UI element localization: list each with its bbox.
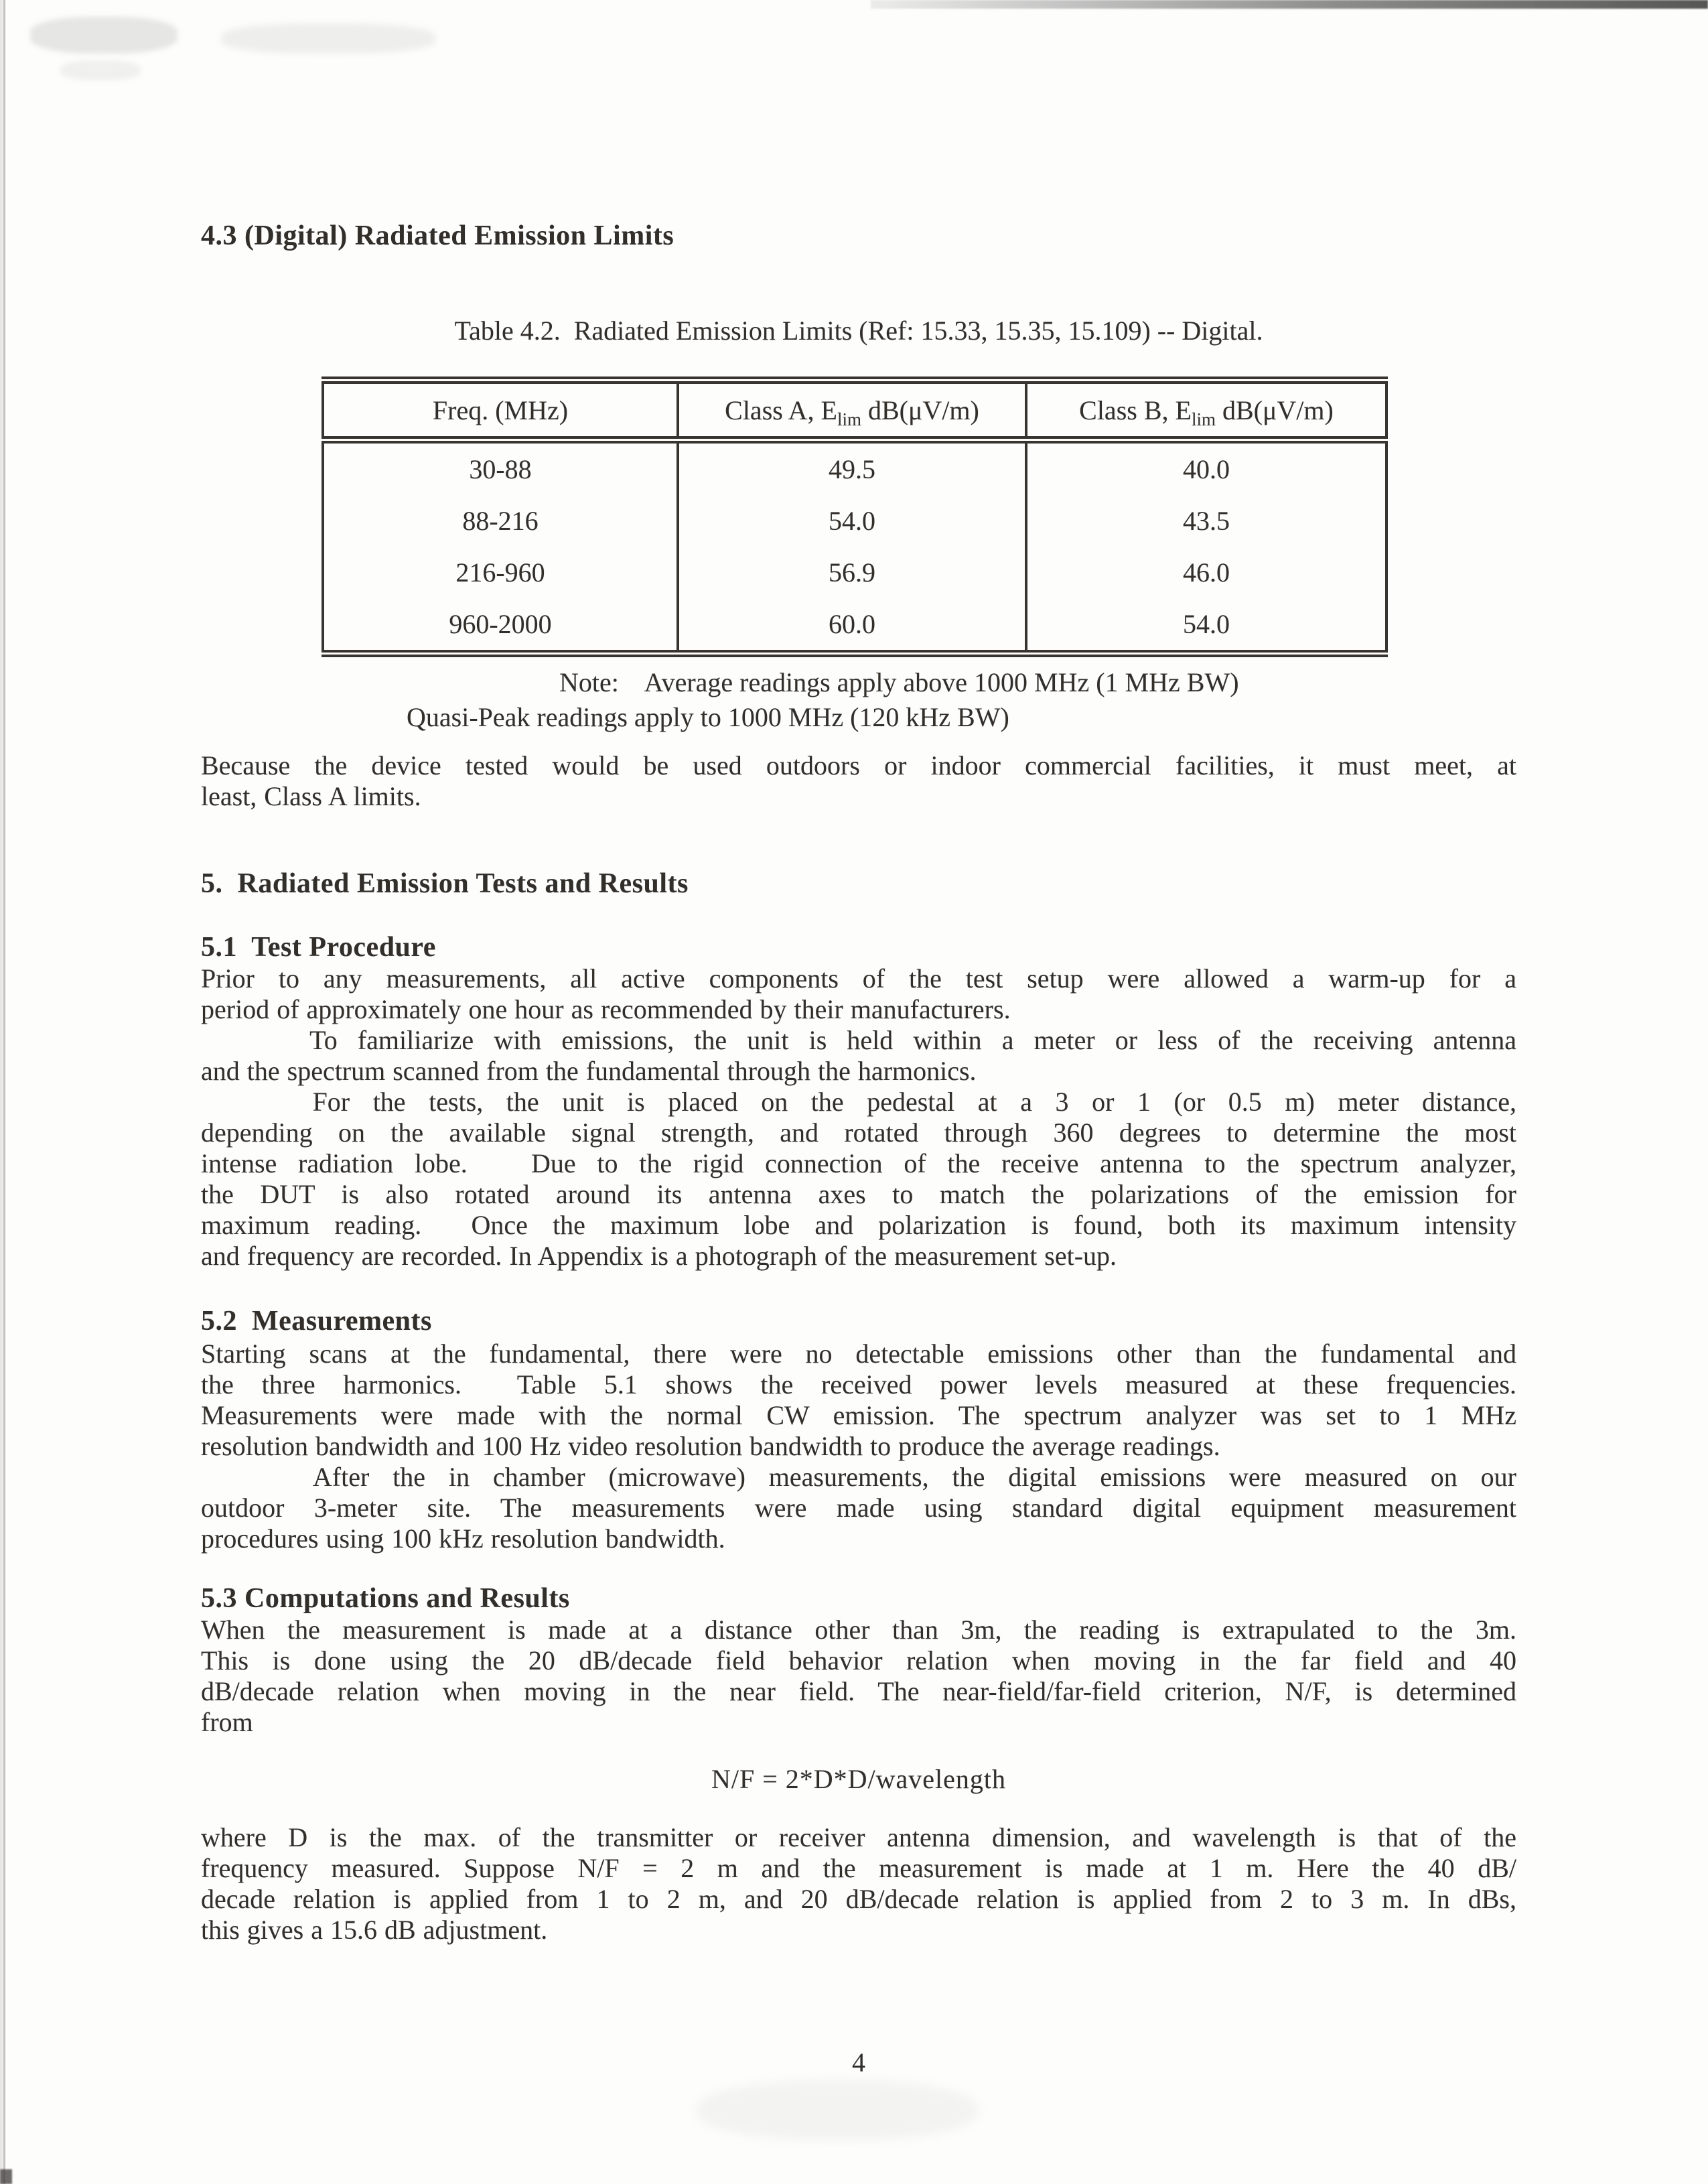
text-line: Starting scans at the fundamental, there were no detectable emissions other than the fundamental and <box>201 1339 1516 1369</box>
table-header-row <box>323 381 1386 440</box>
scan-artifact-smudge <box>30 17 177 54</box>
page-number: 4 <box>852 2047 865 2077</box>
scan-artifact-left-line <box>3 0 5 2184</box>
table-note-line-1: Note: Average readings apply above 1000 MHz (1 MHz BW) <box>559 667 1239 697</box>
table-row <box>323 495 1386 547</box>
section-5-1-heading: 5.1 Test Procedure <box>201 932 436 963</box>
text-line: When the measurement is made at a distance other than 3m, the reading is extrapulated to the 3m. <box>201 1615 1516 1645</box>
text-line: procedures using 100 kHz resolution bandwidth. <box>201 1523 725 1554</box>
cell-class-a: 54.0 <box>678 495 1026 547</box>
text-line: and frequency are recorded. In Appendix is a photograph of the measurement set-up. <box>201 1241 1117 1271</box>
text-line: period of approximately one hour as recommended by their manufacturers. <box>201 994 1011 1024</box>
cell-freq: 960-2000 <box>449 609 552 639</box>
text-line: the DUT is also rotated around its antenna axes to match the polarizations of the emission for <box>201 1179 1516 1209</box>
table-row <box>323 598 1386 654</box>
class-b-units: dB(μV/m) <box>1215 395 1334 425</box>
paragraph-nearfield-example <box>201 1822 1516 1946</box>
text-line: Prior to any measurements, all active components of the test setup were allowed a warm-up for a <box>201 963 1516 994</box>
paragraph-measurements <box>201 1339 1516 1554</box>
paragraph-class-a-requirement <box>201 750 1516 812</box>
text-line: dB/decade relation when moving in the near field. The near-field/far-field criterion, N/F, is determined <box>201 1676 1516 1706</box>
paragraph-test-procedure <box>201 963 1516 1272</box>
paragraph-computations <box>201 1615 1516 1738</box>
table-row <box>323 440 1386 496</box>
cell-class-a: 49.5 <box>678 440 1026 496</box>
cell-freq: 88-216 <box>462 506 539 536</box>
table-row <box>323 547 1386 598</box>
cell-class-b: 43.5 <box>1026 495 1386 547</box>
cell-freq: 30-88 <box>469 454 532 484</box>
text-line: the three harmonics. Table 5.1 shows the received power levels measured at these frequencies. <box>201 1369 1516 1400</box>
class-a-units: dB(μV/m) <box>861 395 979 425</box>
text-line: For the tests, the unit is placed on the pedestal at a 3 or 1 (or 0.5 m) meter distance, <box>201 1087 1516 1117</box>
text-line: After the in chamber (microwave) measurements, the digital emissions were measured on our <box>201 1462 1517 1492</box>
section-5-heading: 5. Radiated Emission Tests and Results <box>201 868 689 899</box>
cell-class-b: 54.0 <box>1026 598 1386 654</box>
text-line: depending on the available signal strength, and rotated through 360 degrees to determine the most <box>201 1117 1516 1148</box>
column-header-freq: Freq. (MHz) <box>323 381 678 440</box>
class-b-subscript: lim <box>1191 409 1216 429</box>
text-line: maximum reading. Once the maximum lobe and polarization is found, both its maximum intensity <box>201 1210 1516 1240</box>
text-line: from <box>201 1707 253 1737</box>
emission-limits-table <box>322 377 1388 657</box>
nearfield-equation: N/F = 2*D*D/wavelength <box>711 1764 1007 1794</box>
scan-artifact-smudge <box>60 60 141 80</box>
cell-freq: 216-960 <box>455 557 545 588</box>
text-line: Because the device tested would be used outdoors or indoor commercial facilities, it must meet, at <box>201 750 1516 780</box>
table-caption: Table 4.2. Radiated Emission Limits (Ref: 15.33, 15.35, 15.109) -- Digital. <box>454 316 1263 346</box>
cell-class-a: 56.9 <box>678 547 1026 598</box>
page-content <box>201 0 1516 2184</box>
text-line: this gives a 15.6 dB adjustment. <box>201 1915 548 1945</box>
column-header-class-a <box>678 381 1026 440</box>
column-header-class-b <box>1026 381 1386 440</box>
text-line: Measurements were made with the normal CW emission. The spectrum analyzer was set to 1 MHz <box>201 1400 1516 1430</box>
text-line: intense radiation lobe. Due to the rigid connection of the receive antenna to the spectrum analyzer, <box>201 1148 1516 1178</box>
text-line: decade relation is applied from 1 to 2 m, and 20 dB/decade relation is applied from 2 to 3 m. In dBs, <box>201 1884 1516 1914</box>
text-line: least, Class A limits. <box>201 781 421 811</box>
text-line: and the spectrum scanned from the fundamental through the harmonics. <box>201 1056 977 1086</box>
section-5-2-heading: 5.2 Measurements <box>201 1306 432 1337</box>
cell-class-b: 40.0 <box>1026 440 1386 496</box>
text-line: To familiarize with emissions, the unit is held within a meter or less of the receiving antenna <box>201 1025 1516 1055</box>
scan-artifact-left-edge <box>0 0 3 2184</box>
class-a-subscript: lim <box>837 409 861 429</box>
class-a-label: Class A, E <box>725 395 837 425</box>
table-note-line-2: Quasi-Peak readings apply to 1000 MHz (120 kHz BW) <box>407 702 1009 732</box>
text-line: outdoor 3-meter site. The measurements were made using standard digital equipment measurement <box>201 1493 1516 1523</box>
text-line: resolution bandwidth and 100 Hz video resolution bandwidth to produce the average readings. <box>201 1431 1220 1461</box>
text-line: where D is the max. of the transmitter or receiver antenna dimension, and wavelength is that of the <box>201 1822 1516 1852</box>
section-5-3-heading: 5.3 Computations and Results <box>201 1583 570 1614</box>
scan-artifact-corner-mark <box>0 2169 12 2184</box>
cell-class-a: 60.0 <box>678 598 1026 654</box>
cell-class-b: 46.0 <box>1026 547 1386 598</box>
text-line: This is done using the 20 dB/decade field behavior relation when moving in the far field and 40 <box>201 1645 1516 1676</box>
class-b-label: Class B, E <box>1079 395 1192 425</box>
table-wrapper <box>322 377 1388 657</box>
text-line: frequency measured. Suppose N/F = 2 m and the measurement is made at 1 m. Here the 40 dB/ <box>201 1853 1516 1883</box>
section-4-3-heading: 4.3 (Digital) Radiated Emission Limits <box>201 220 674 251</box>
